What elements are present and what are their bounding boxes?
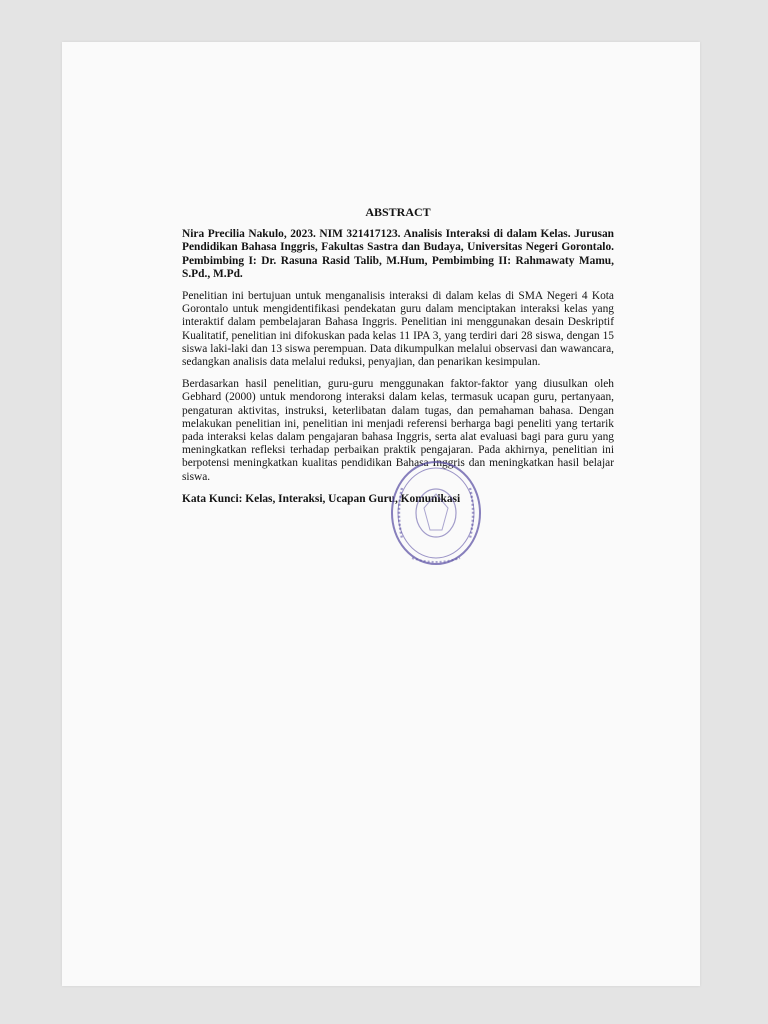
abstract-title: ABSTRACT	[365, 205, 431, 219]
abstract-paragraph-1: Penelitian ini bertujuan untuk menganalisis interaksi di dalam kelas di SMA Negeri 4 Kota Gorontalo untuk mengidentifikasi pendekatan guru dalam menciptakan interaksi kelas yang interaktif dalam pembelajaran Bahasa Inggris. Penelitian ini menggunakan desain Deskriptif Kualitatif, penelitian ini difokuskan pada kelas 11 IPA 3, yang terdiri dari 28 siswa, dengan 15 siswa laki-laki dan 13 siswa perempuan. Data dikumpulkan melalui observasi dan wawancara, sedangkan analisis data melalui reduksi, penyajian, dan penarikan kesimpulan.	[182, 290, 614, 369]
keywords-line: Kata Kunci: Kelas, Interaksi, Ucapan Guru, Komunikasi	[182, 492, 461, 505]
abstract-paragraph-2: Berdasarkan hasil penelitian, guru-guru menggunakan faktor-faktor yang diusulkan oleh Gebhard (2000) untuk mendorong interaksi dalam kelas, termasuk ucapan guru, pertanyaan, pengaturan aktivitas, instruksi, keterlibatan dalam tugas, dan pemahaman bahasa. Dengan melakukan penelitian ini, penelitian ini menjadi referensi berharga bagi peneliti yang tertarik pada interaksi kelas dalam pengajaran bahasa Inggris, serta alat evaluasi bagi para guru yang meningkatkan refleksi terhadap perbaikan praktik pengajaran. Pada akhirnya, penelitian ini berpotensi meningkatkan kualitas pendidikan Bahasa Inggris dan meningkatkan hasil belajar siswa.	[182, 378, 614, 483]
abstract-content	[182, 206, 614, 506]
document-page	[62, 42, 700, 986]
author-identity: Nira Precilia Nakulo, 2023. NIM 321417123. Analisis Interaksi di dalam Kelas. Jurusan Pendidikan Bahasa Inggris, Fakultas Sastra dan Budaya, Universitas Negeri Gorontalo. Pembimbing I: Dr. Rasuna Rasid Talib, M.Hum, Pembimbing II: Rahmawaty Mamu, S.Pd., M.Pd.	[182, 228, 614, 280]
